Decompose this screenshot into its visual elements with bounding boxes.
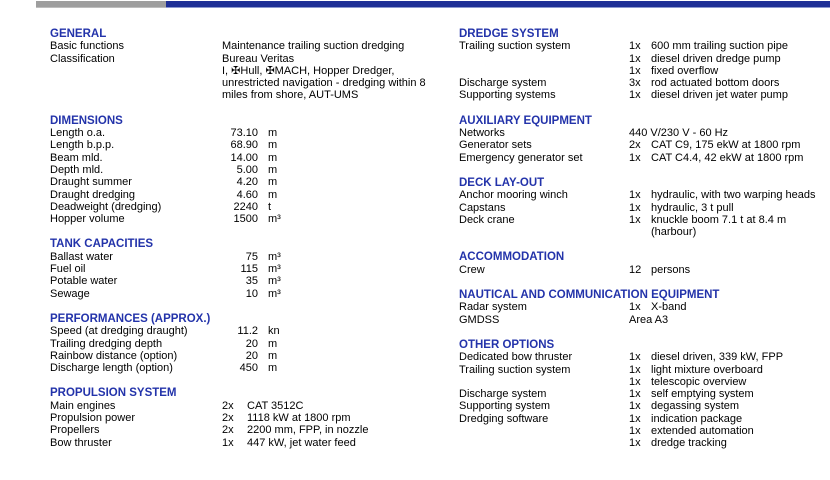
row-label: Draught summer bbox=[50, 176, 132, 189]
row-value: 73.10 bbox=[230, 127, 258, 140]
row-value: hydraulic, with two warping heads bbox=[651, 189, 816, 202]
spec-row bbox=[459, 400, 830, 412]
row-label bbox=[459, 65, 629, 77]
row-label: Ballast water bbox=[50, 250, 113, 263]
spec-row bbox=[459, 226, 830, 238]
row-value: 20 bbox=[245, 337, 258, 350]
row-qty: 1x bbox=[629, 201, 641, 214]
row-unit: m bbox=[268, 362, 278, 375]
row-value: Bureau Veritas bbox=[222, 52, 295, 65]
row-label: Discharge system bbox=[459, 77, 547, 90]
row-qty: 1x bbox=[629, 52, 641, 65]
row-label: Trailing suction system bbox=[459, 40, 571, 53]
spec-row bbox=[50, 325, 435, 337]
row-value: 450 bbox=[239, 362, 258, 375]
spec-section bbox=[459, 177, 830, 238]
row-label: Basic functions bbox=[50, 40, 124, 53]
row-qty: 1x bbox=[629, 213, 641, 226]
row-qty: 1x bbox=[629, 64, 641, 77]
row-label: Networks bbox=[459, 127, 505, 140]
row-unit: m bbox=[268, 139, 278, 152]
section-title: NAUTICAL AND COMMUNICATION EQUIPMENT bbox=[459, 289, 720, 302]
spec-row bbox=[459, 139, 830, 151]
row-unit: m bbox=[268, 163, 278, 176]
row-value: 35 bbox=[245, 275, 258, 288]
spec-row bbox=[50, 201, 435, 213]
row-value: miles from shore, AUT-UMS bbox=[222, 89, 359, 102]
row-label: Dedicated bow thruster bbox=[459, 351, 573, 364]
section-title: PROPULSION SYSTEM bbox=[50, 387, 177, 400]
spec-section bbox=[459, 339, 830, 450]
row-value: 4.20 bbox=[236, 176, 258, 189]
row-qty: 1x bbox=[222, 436, 234, 449]
row-value: (harbour) bbox=[651, 226, 697, 239]
row-label bbox=[50, 77, 222, 89]
row-label: Bow thruster bbox=[50, 436, 112, 449]
row-value: 11.2 bbox=[237, 325, 258, 338]
row-value: knuckle boom 7.1 t at 8.4 m bbox=[651, 213, 787, 226]
spec-row bbox=[50, 437, 435, 449]
row-value: I, ✠Hull, ✠MACH, Hopper Dredger, bbox=[222, 64, 395, 77]
spec-row bbox=[459, 413, 830, 425]
row-qty: 1x bbox=[629, 40, 641, 53]
row-qty: 1x bbox=[629, 388, 641, 401]
row-qty: 12 bbox=[629, 263, 642, 276]
row-unit: m³ bbox=[268, 263, 281, 276]
row-label: Main engines bbox=[50, 399, 116, 412]
spec-row bbox=[50, 152, 435, 164]
row-value: rod actuated bottom doors bbox=[651, 77, 780, 90]
row-value: telescopic overview bbox=[651, 375, 747, 388]
row-value: CAT 3512C bbox=[247, 399, 304, 412]
row-label: Deadweight (dredging) bbox=[50, 200, 162, 213]
spec-row bbox=[459, 351, 830, 363]
row-label: Anchor mooring winch bbox=[459, 189, 568, 202]
spec-section bbox=[459, 115, 830, 164]
section-title: DREDGE SYSTEM bbox=[459, 28, 559, 40]
spec-row bbox=[50, 213, 435, 225]
row-value: Maintenance trailing suction dredging bbox=[222, 40, 405, 53]
spec-row bbox=[50, 400, 435, 412]
spec-section bbox=[50, 115, 435, 226]
spec-row bbox=[459, 40, 830, 52]
row-label: Dredging software bbox=[459, 412, 549, 425]
row-value: extended automation bbox=[651, 425, 754, 438]
row-value: 115 bbox=[240, 263, 258, 276]
row-value: diesel driven, 339 kW, FPP bbox=[651, 351, 784, 364]
row-qty: 2x bbox=[222, 424, 234, 437]
spec-row bbox=[50, 77, 435, 89]
spec-section bbox=[459, 28, 830, 102]
row-qty: 2x bbox=[222, 399, 234, 412]
row-label: Rainbow distance (option) bbox=[50, 349, 178, 362]
spec-row bbox=[459, 425, 830, 437]
spec-row bbox=[50, 424, 435, 436]
row-qty: 1x bbox=[629, 412, 641, 425]
row-qty: 1x bbox=[629, 437, 641, 450]
row-value: diesel driven jet water pump bbox=[651, 89, 788, 102]
spec-row bbox=[459, 437, 830, 449]
spec-row bbox=[50, 338, 435, 350]
spec-column-left bbox=[50, 28, 435, 449]
spec-section bbox=[50, 387, 435, 448]
row-unit: m³ bbox=[268, 250, 281, 263]
row-qty: 1x bbox=[629, 351, 641, 364]
row-value: unrestricted navigation - dredging within 8 bbox=[222, 77, 426, 90]
row-label bbox=[50, 65, 222, 77]
row-value: self emptying system bbox=[651, 388, 754, 401]
row-unit: m bbox=[268, 349, 278, 362]
row-label: Capstans bbox=[459, 201, 506, 214]
row-value: CAT C4.4, 42 ekW at 1800 rpm bbox=[651, 151, 804, 164]
spec-section bbox=[50, 313, 435, 374]
row-value: 68.90 bbox=[230, 139, 258, 152]
spec-section bbox=[459, 251, 830, 276]
row-label: Emergency generator set bbox=[459, 151, 583, 164]
section-title: OTHER OPTIONS bbox=[459, 338, 555, 351]
row-label: GMDSS bbox=[459, 313, 500, 326]
spec-row bbox=[50, 288, 435, 300]
row-qty: 1x bbox=[629, 301, 641, 314]
row-qty: 1x bbox=[629, 89, 641, 102]
spec-row bbox=[50, 40, 435, 52]
row-label: Propulsion power bbox=[50, 412, 135, 425]
row-label: Deck crane bbox=[459, 213, 515, 226]
spec-row bbox=[50, 263, 435, 275]
section-title: DIMENSIONS bbox=[50, 114, 123, 127]
row-label: Discharge system bbox=[459, 388, 547, 401]
row-qty: 3x bbox=[629, 77, 641, 90]
row-value: dredge tracking bbox=[651, 437, 727, 450]
spec-row bbox=[459, 127, 830, 139]
row-qty: 1x bbox=[629, 151, 641, 164]
row-value: 5.00 bbox=[236, 163, 258, 176]
section-title: GENERAL bbox=[50, 28, 107, 40]
spec-row bbox=[50, 350, 435, 362]
spec-row bbox=[459, 301, 830, 313]
spec-row bbox=[50, 65, 435, 77]
row-qty: 2x bbox=[222, 412, 234, 425]
row-label bbox=[50, 89, 222, 101]
spec-row bbox=[50, 189, 435, 201]
row-label: Hopper volume bbox=[50, 213, 125, 226]
row-label: Discharge length (option) bbox=[50, 362, 173, 375]
row-label: Sewage bbox=[50, 287, 90, 300]
spec-row bbox=[459, 77, 830, 89]
spec-row bbox=[50, 139, 435, 151]
row-value: 75 bbox=[245, 250, 258, 263]
row-label bbox=[459, 437, 629, 449]
row-value: 1500 bbox=[233, 213, 258, 226]
row-unit: m³ bbox=[268, 275, 281, 288]
row-label: Beam mld. bbox=[50, 151, 103, 164]
spec-row bbox=[459, 202, 830, 214]
row-qty: 2x bbox=[629, 139, 641, 152]
row-value: 2240 bbox=[233, 200, 258, 213]
row-label: Length o.a. bbox=[50, 127, 106, 140]
row-value: 447 kW, jet water feed bbox=[247, 436, 356, 449]
row-label: Length b.p.p. bbox=[50, 139, 115, 152]
row-label: Speed (at dredging draught) bbox=[50, 325, 188, 338]
row-qty: 1x bbox=[629, 400, 641, 413]
spec-row bbox=[459, 388, 830, 400]
spec-row bbox=[459, 314, 830, 326]
top-bar-gray-segment bbox=[36, 1, 166, 8]
spec-row bbox=[459, 214, 830, 226]
row-label: Generator sets bbox=[459, 139, 532, 152]
row-label: Draught dredging bbox=[50, 188, 136, 201]
row-value: 14.00 bbox=[230, 151, 258, 164]
row-value: hydraulic, 3 t pull bbox=[651, 201, 734, 214]
spec-section bbox=[50, 28, 435, 102]
row-label: Potable water bbox=[50, 275, 118, 288]
row-label: Trailing dredging depth bbox=[50, 337, 163, 350]
row-value: 10 bbox=[245, 287, 258, 300]
row-value: 1118 kW at 1800 rpm bbox=[247, 412, 351, 425]
spec-row bbox=[50, 412, 435, 424]
row-qty: 1x bbox=[629, 425, 641, 438]
row-qty: 1x bbox=[629, 363, 641, 376]
row-value: CAT C9, 175 ekW at 1800 rpm bbox=[651, 139, 801, 152]
row-qty: 1x bbox=[629, 189, 641, 202]
row-unit: m bbox=[268, 151, 278, 164]
spec-row bbox=[459, 89, 830, 101]
row-value: degassing system bbox=[651, 400, 740, 413]
spec-row bbox=[459, 264, 830, 276]
spec-row bbox=[459, 53, 830, 65]
top-bar-blue-segment bbox=[166, 1, 830, 8]
row-unit: m³ bbox=[268, 213, 281, 226]
row-value: 4.60 bbox=[236, 188, 258, 201]
spec-row bbox=[50, 275, 435, 287]
row-value: Area A3 bbox=[629, 313, 669, 326]
row-label: Depth mld. bbox=[50, 163, 104, 176]
row-label: Radar system bbox=[459, 301, 527, 314]
spec-row bbox=[459, 152, 830, 164]
spec-row bbox=[50, 53, 435, 65]
spec-row bbox=[50, 362, 435, 374]
row-label bbox=[459, 53, 629, 65]
row-unit: kn bbox=[268, 325, 280, 338]
row-label: Propellers bbox=[50, 424, 100, 437]
spec-row bbox=[50, 89, 435, 101]
row-value: 20 bbox=[245, 349, 258, 362]
row-value: 2200 mm, FPP, in nozzle bbox=[247, 424, 369, 437]
row-unit: m bbox=[268, 176, 278, 189]
row-unit: m³ bbox=[268, 287, 281, 300]
row-unit: m bbox=[268, 337, 278, 350]
spec-row bbox=[459, 364, 830, 376]
row-label: Trailing suction system bbox=[459, 363, 571, 376]
row-value: 600 mm trailing suction pipe bbox=[651, 40, 788, 53]
row-qty: 1x bbox=[629, 375, 641, 388]
section-title: DECK LAY-OUT bbox=[459, 176, 545, 189]
row-label bbox=[459, 376, 629, 388]
section-title: PERFORMANCES (APPROX.) bbox=[50, 312, 211, 325]
row-label bbox=[459, 226, 629, 238]
row-unit: m bbox=[268, 188, 278, 201]
row-label: Fuel oil bbox=[50, 263, 86, 276]
spec-row bbox=[459, 189, 830, 201]
row-value: indication package bbox=[651, 412, 743, 425]
spec-section bbox=[50, 238, 435, 299]
spec-row bbox=[50, 251, 435, 263]
row-value: persons bbox=[651, 263, 691, 276]
spec-row bbox=[459, 376, 830, 388]
row-unit: t bbox=[268, 200, 272, 213]
row-label: Crew bbox=[459, 263, 485, 276]
spec-row bbox=[50, 176, 435, 188]
spec-row bbox=[459, 65, 830, 77]
section-title: AUXILIARY EQUIPMENT bbox=[459, 114, 592, 127]
row-unit: m bbox=[268, 127, 278, 140]
row-label bbox=[459, 425, 629, 437]
row-value: light mixture overboard bbox=[651, 363, 763, 376]
spec-row bbox=[50, 127, 435, 139]
row-value: 440 V/230 V - 60 Hz bbox=[629, 127, 729, 140]
section-title: TANK CAPACITIES bbox=[50, 238, 154, 251]
row-value: X-band bbox=[651, 301, 687, 314]
row-value: fixed overflow bbox=[651, 64, 719, 77]
row-label: Supporting system bbox=[459, 400, 551, 413]
row-value: diesel driven dredge pump bbox=[651, 52, 781, 65]
row-qty bbox=[629, 226, 651, 238]
spec-column-right bbox=[459, 28, 830, 450]
section-title: ACCOMMODATION bbox=[459, 251, 565, 264]
row-label: Supporting systems bbox=[459, 89, 556, 102]
spec-section bbox=[459, 289, 830, 326]
spec-row bbox=[50, 164, 435, 176]
row-label: Classification bbox=[50, 52, 115, 65]
